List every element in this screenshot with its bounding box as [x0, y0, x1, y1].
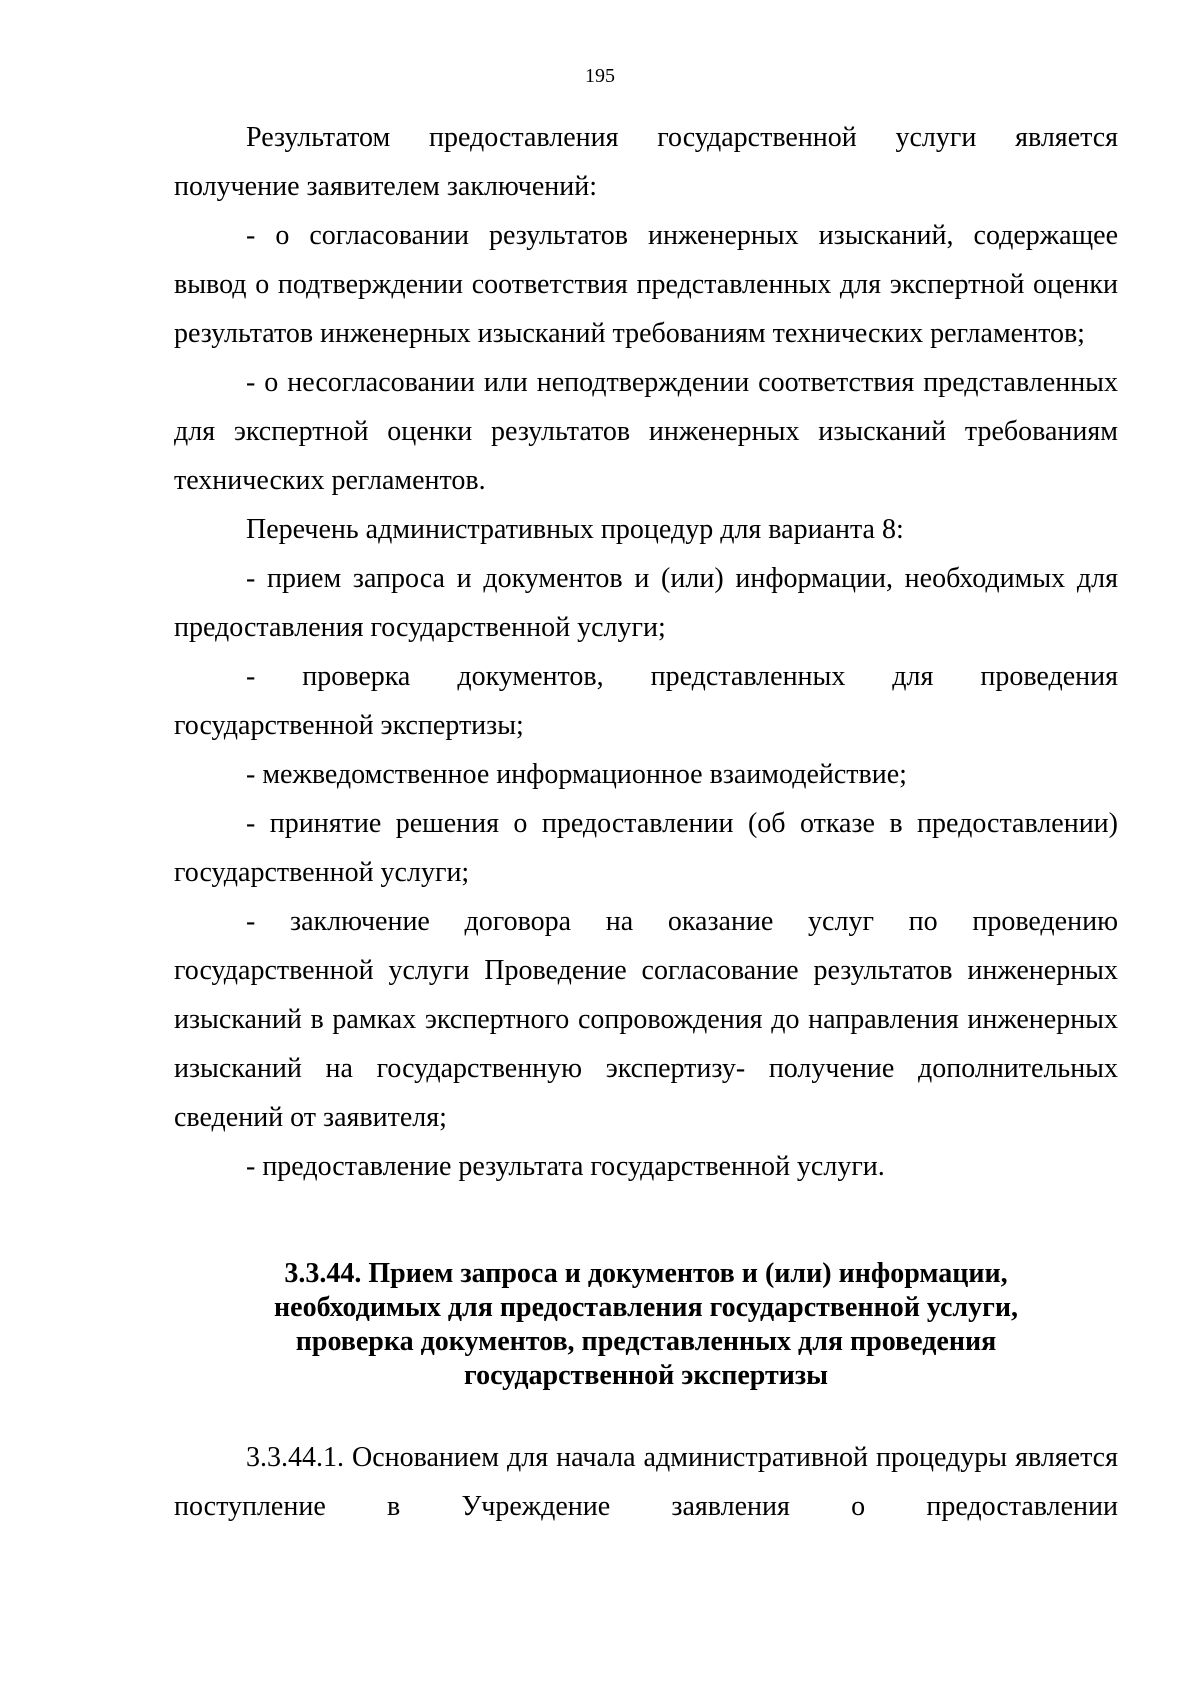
- document-body: [174, 113, 1118, 1531]
- paragraph-result-disagreement: - о несогласовании или неподтверждении соответствия представленных для экспертной оценки результатов инженерных изысканий требованиям технических регламентов.: [174, 367, 1118, 496]
- list-item-request-intake: - прием запроса и документов и (или) информации, необходимых для предоставления государственной услуги;: [174, 563, 1118, 643]
- section-paragraph: 3.3.44.1. Основанием для начала административной процедуры является поступление в Учреждение заявления о предоставлении: [174, 1442, 1118, 1522]
- list-item-decision: - принятие решения о предоставлении (об отказе в предоставлении) государственной услуги;: [174, 808, 1118, 888]
- list-item-interagency: - межведомственное информационное взаимодействие;: [246, 759, 907, 790]
- list-item-result-delivery: - предоставление результата государственной услуги.: [246, 1151, 885, 1182]
- list-item-contract: - заключение договора на оказание услуг по проведению государственной услуги Проведение согласование результатов инженерных изысканий в рамках экспертного сопровождения до направления инженерных изысканий на государственную экспертизу- получение дополнительных сведений от заявителя;: [174, 906, 1118, 1133]
- paragraph-procedures-list-intro: Перечень административных процедур для варианта 8:: [246, 514, 904, 545]
- list-item-document-check: - проверка документов, представленных для проведения государственной экспертизы;: [174, 661, 1118, 741]
- paragraph-result-intro: Результатом предоставления государственной услуги является получение заявителем заключений:: [174, 122, 1118, 202]
- page-number: 195: [585, 65, 615, 87]
- paragraph-result-agreement: - о согласовании результатов инженерных изысканий, содержащее вывод о подтверждении соответствия представленных для экспертной оценки результатов инженерных изысканий требованиям технических регламентов;: [174, 220, 1118, 349]
- section-heading: 3.3.44. Прием запроса и документов и (или) информации, необходимых для предоставления государственной услуги, проверка документов, представленных для проведения государственной экспертизы: [274, 1258, 1018, 1391]
